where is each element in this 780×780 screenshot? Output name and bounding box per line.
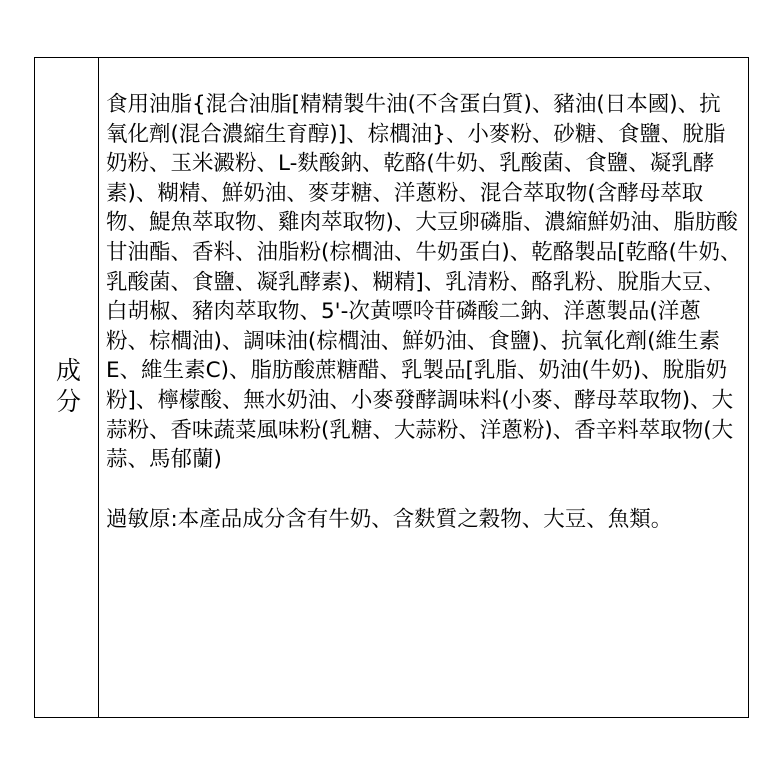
ingredients-label: 成分 (52, 356, 82, 419)
ingredients-text: 食用油脂{混合油脂[精精製牛油(不含蛋白質)、豬油(日本國)、抗氧化劑(混合濃縮生育醇)]、棕櫚油}、小麥粉、砂糖、食鹽、脫脂奶粉、玉米澱粉、L-麩酸鈉、乾酪(牛奶、乳酸菌、食鹽、凝乳酵素)、糊精、鮮奶油、麥芽糖、洋蔥粉、混合萃取物(含酵母萃取物、鯷魚萃取物、雞肉萃取物)、大豆卵磷脂、濃縮鮮奶油、脂肪酸甘油酯、香料、油脂粉(棕櫚油、牛奶蛋白)、乾酪製品[乾酪(牛奶、乳酸菌、食鹽、凝乳酵素)、糊精]、乳清粉、酪乳粉、脫脂大豆、白胡椒、豬肉萃取物、5'-次黃嘌呤苷磷酸二鈉、洋蔥製品(洋蔥粉、棕櫚油)、調味油(棕櫚油、鮮奶油、食鹽)、抗氧化劑(維生素E、維生素C)、脂肪酸蔗糖醋、乳製品[乳脂、奶油(牛奶)、脫脂奶粉]、檸檬酸、無水奶油、小麥發酵調味料(小麥、酵母萃取物)、大蒜粉、香味蔬菜風味粉(乳糖、大蒜粉、洋蔥粉)、香辛料萃取物(大蒜、馬郁蘭) (106, 92, 742, 473)
content-cell (99, 58, 748, 717)
label-cell (35, 58, 99, 717)
allergen-text: 過敏原:本產品成分含有牛奶、含麩質之穀物、大豆、魚類。 (106, 506, 673, 532)
ingredients-table (34, 57, 749, 718)
